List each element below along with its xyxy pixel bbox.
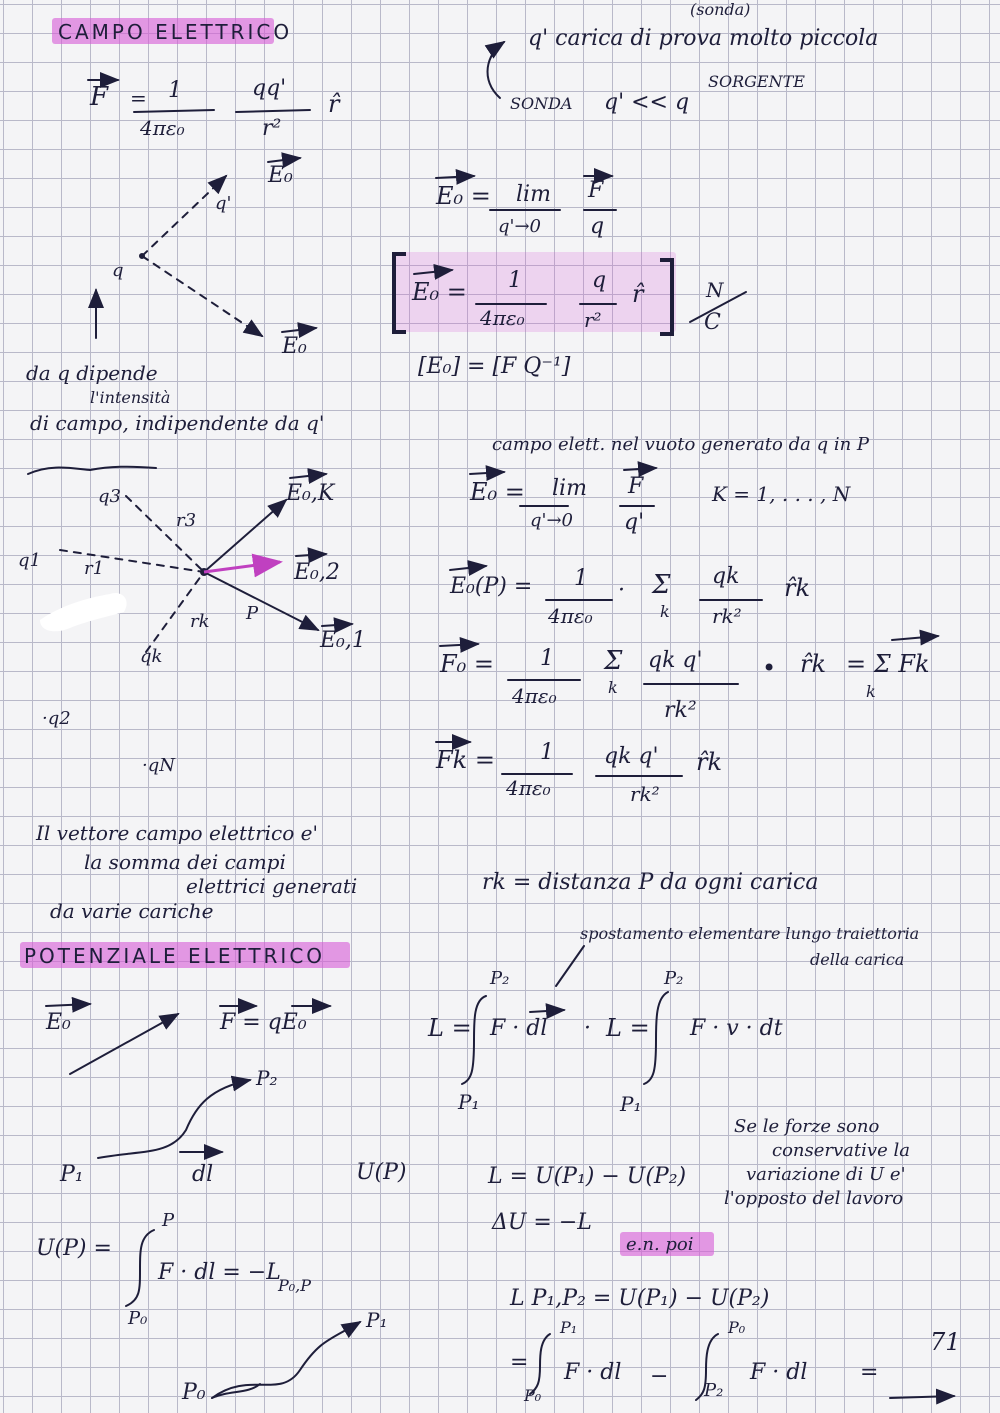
note-varie-cariche: da varie cariche [50,899,214,923]
boxed-num1: 1 [508,268,522,293]
f0-den2: rk² [664,698,697,723]
note-della-carica: della carica [810,950,905,969]
boxed-den2: r² [584,308,602,332]
label-P2-path: P₂ [256,1066,278,1090]
note-forze-conservative: Se le forze sono [734,1116,880,1137]
udef-upper-limit: P [162,1210,175,1231]
note-campo-vuoto: campo elett. nel vuoto generato da q in P [492,434,869,455]
heading-campo-elettrico: CAMPO ELETTRICO [58,20,293,44]
f0-rest: = Σ Fk [846,650,930,678]
pointer-spost [556,946,584,986]
vector-E02-highlight [204,562,280,572]
udef-subscript: P₀,P [278,1276,312,1295]
units-den: C [704,310,721,335]
lim2-den: q' [624,510,645,535]
label-q1: q1 [18,550,41,571]
fraction-den-r2: r² [262,116,282,141]
label-q3: q3 [98,486,121,507]
fk-den1: 4πε₀ [506,776,551,800]
label-E0K: E₀,K [286,481,335,506]
note-vettore-campo: Il vettore campo elettrico e' [36,821,318,845]
vec-dl1 [530,1010,564,1012]
label-qN: ·qN [142,755,175,776]
lim2-num: F [628,474,644,499]
label-r1: r1 [84,558,105,579]
dashed-rk [146,572,204,652]
last-body2: F · dl [750,1360,808,1385]
fk-rhat: r̂k [696,748,723,776]
unit-vector-r: r̂ [328,90,340,118]
E0-field-line [70,1014,178,1074]
fk-num2: qk q' [604,744,659,769]
label-r3: r3 [176,510,197,531]
lim2-lim: lim [552,476,587,501]
label-E0-pot: E₀ [46,1010,71,1035]
vec-arrow-E0-bottom [282,328,316,332]
fraction-num-1: 1 [168,78,182,103]
vec-arrow-pot-E0 [46,1004,90,1006]
label-q: q [112,260,124,281]
f0-rhat: r̂k [800,650,827,678]
e0p-lhs: E₀(P) = [450,574,533,599]
lim1-num: F [588,178,604,203]
f0-den1: 4πε₀ [512,684,557,708]
note-elettrici: elettrici generati [186,874,358,898]
e0p-den2: rk² [712,604,742,628]
label-E01: E₀,1 [320,628,366,653]
integral-work2 [644,992,668,1084]
boxed-den1: 4πε₀ [480,306,525,330]
note-opposto: l'opposto del lavoro [724,1188,904,1209]
last-eq: = [510,1350,529,1375]
e0p-dot: · [618,578,625,603]
label-sorgente: SORGENTE [708,72,805,91]
e0p-sum-k: k [660,602,670,621]
vec-arrow-E01 [322,624,352,626]
path-P0-P1 [212,1322,360,1398]
work-P1b: P₁ [620,1092,642,1116]
label-qprime-ll-q: q' << q [604,90,690,115]
f0-num1: 1 [540,646,554,671]
dimension-eq: [E₀] = [F Q⁻¹] [418,354,571,379]
note-somma: la somma dei campi [84,850,286,874]
dashed-to-E0 [142,256,262,336]
vector-E0K [204,500,286,572]
vec-arrow-f0 [440,644,478,646]
underline-arrow-71 [890,1396,954,1398]
udef-lhs: U(P) = [36,1236,112,1261]
e0p-num1: 1 [574,566,588,591]
last-eq2: = [860,1360,879,1385]
integral-last1 [530,1334,550,1394]
e0p-sum: Σ [652,570,671,600]
fk-num1: 1 [540,740,554,765]
label-qk: qk [140,646,163,667]
label-P: P [246,603,259,624]
f0-num2: qk q' [648,648,703,673]
label-dl: dl [192,1162,214,1187]
note-variazione: variazione di U e' [746,1164,906,1185]
eq-deltaU: ΔU = −L [492,1210,592,1235]
boxed-num2: q [592,268,607,293]
equals-sign: = [130,86,147,110]
f0-rest-k: k [866,682,876,701]
boxed-lhs: E₀ = [412,278,467,306]
note-da-q-dipende: da q dipende [26,361,158,385]
udef-lower-limit: P₀ [128,1308,148,1329]
fk-den2: rk² [630,782,660,806]
label-rk: rk [190,611,210,632]
label-P0-curve: P₀ [182,1380,206,1405]
lim1-den: q [590,214,605,239]
label-UP: U(P) [356,1160,407,1185]
label-P1-path: P₁ [60,1162,84,1187]
vec-arrow-E0K [290,474,326,478]
heading-potenziale-elettrico: POTENZIALE ELETTRICO [24,944,326,968]
eq-L-U: L = U(P₁) − U(P₂) [488,1164,687,1189]
e0p-rhat: r̂k [784,574,811,602]
dashed-r3 [126,496,204,572]
last-up2: P₀ [728,1318,746,1337]
last-up1: P₁ [560,1318,578,1337]
work-body1: F · dl [490,1016,548,1041]
integral-work1 [462,996,486,1084]
label-E0-top: E₀ [268,163,293,188]
vec-arrow-e0p [450,566,486,570]
lim2-k-range: K = 1, . . . , N [712,482,851,506]
correction-fluid [40,593,127,631]
work-body2: F · v · dt [690,1016,783,1041]
boxed-rhat: r̂ [632,280,644,308]
dashed-r1 [60,550,204,572]
f0-sum: Σ [604,646,623,676]
rk-definition: rk = distanza P da ogni carica [482,870,819,895]
note-spostamento: spostamento elementare lungo traiettoria [580,924,920,943]
work-P2a: P₂ [490,968,510,989]
lim2-lhs: E₀ = [470,478,525,506]
vec-arrow-E0-top [268,158,300,162]
udef-body: F · dl = −L [158,1260,281,1285]
units-num: N [706,278,724,302]
dashed-to-qprime [142,176,226,256]
label-P1-curve: P₁ [366,1308,388,1332]
label-sonda: SONDA [510,94,573,113]
path-P1-P2 [98,1080,250,1158]
note-di-campo: di campo, indipendente da q' [30,411,325,435]
vec-arrow-lim1 [436,176,474,178]
vec-arrow-fsum [892,636,938,640]
eq-LP1P2: L P₁,P₂ = U(P₁) − U(P₂) [510,1286,770,1311]
e0p-num2: qk [712,564,740,589]
label-qprime: q' [215,193,232,214]
note-conservative: conservative la [772,1140,910,1161]
work-P2b: P₂ [664,968,684,989]
lim1-lhs: E₀ = [436,182,491,210]
page-number: 71 [930,1328,961,1356]
work-P1a: P₁ [458,1090,480,1114]
note-intensita: l'intensità [90,388,171,407]
last-lo2: P₂ [704,1380,724,1401]
last-minus: − [650,1364,669,1389]
f0-lhs: F₀ = [440,650,495,678]
last-lo1: P₀ [524,1386,542,1405]
last-body1: F · dl [564,1360,622,1385]
vector-E01 [204,572,318,630]
sonda-bracket [488,42,504,98]
note-carica-prova: q' carica di prova molto piccola [528,26,879,51]
vec-arrow-E02 [296,554,326,556]
label-F-eq-qE0: F = qE₀ [220,1010,307,1035]
badge-en-poi: e.n. poi [626,1234,694,1255]
vec-arrow-boxed [414,270,452,274]
label-q2: ·q2 [42,708,71,729]
integral-last2 [696,1334,718,1400]
lim1-sub: q'→0 [498,216,542,237]
fraction-num-qq: qq' [252,76,287,101]
force-vector-F: F [90,82,109,112]
integral-udef [126,1230,154,1306]
vec-arrow-lim2 [470,472,504,474]
work-L1: L = [428,1014,472,1042]
fk-lhs: Fk = [436,746,495,774]
lim2-sub: q'→0 [530,510,574,531]
note-sonda-top: (sonda) [690,0,751,19]
f0-sum-k: k [608,678,618,697]
f0-dot: • [762,654,777,682]
label-E02: E₀,2 [294,560,340,585]
e0p-den1: 4πε₀ [548,604,593,628]
work-dot: · [584,1016,591,1041]
lim1-lim: lim [516,182,551,207]
fraction-den-4pieps: 4πε₀ [140,116,185,140]
label-E0-bottom: E₀ [282,334,307,359]
vec-arrow-lim2-F [624,468,656,470]
work-L2: L = [606,1014,650,1042]
